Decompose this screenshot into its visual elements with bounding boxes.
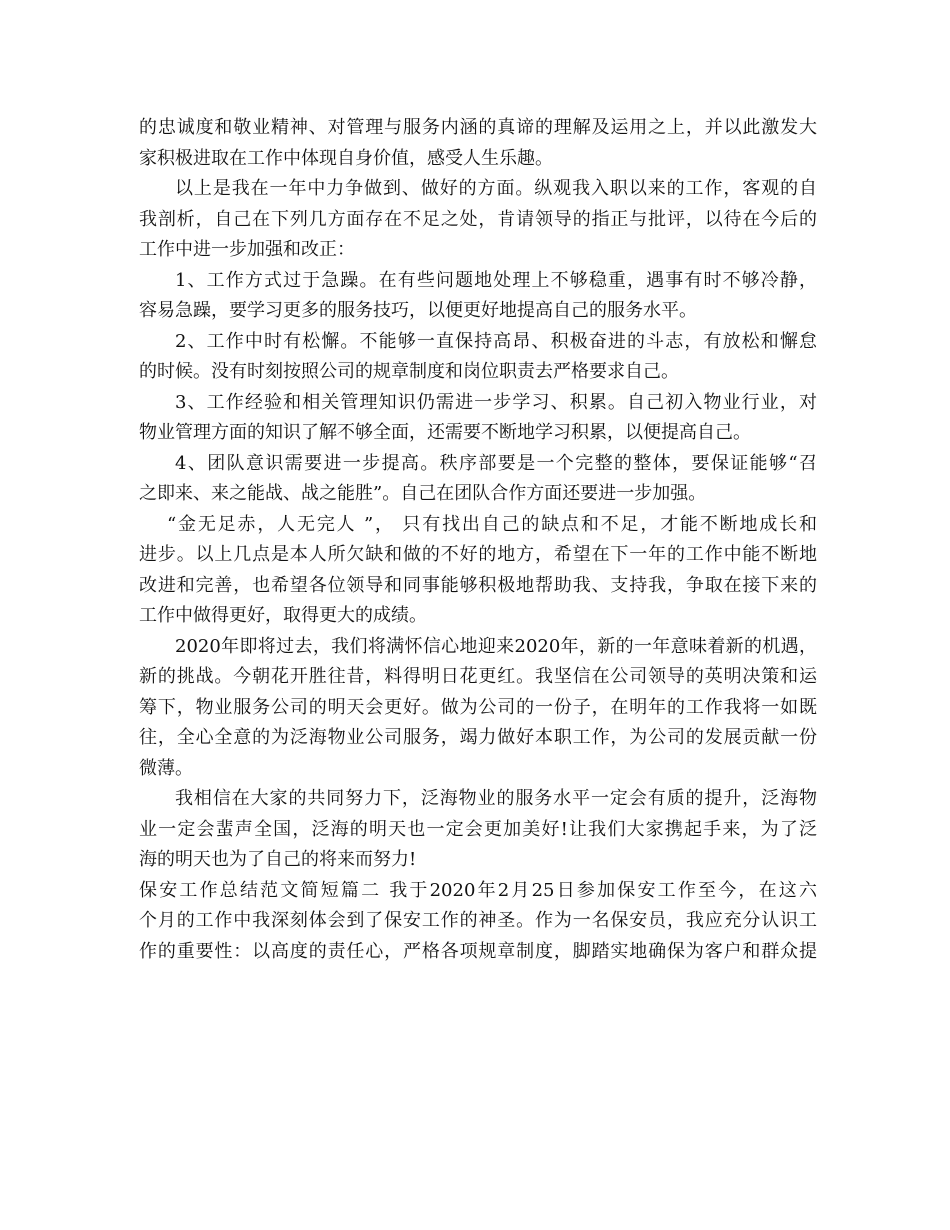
text-line: “金无足赤，人无完人 ”， 只有找出自己的缺点和不足，才能不断地成长和 [167, 513, 817, 535]
text-line: 微薄。 [139, 757, 193, 779]
text-line: 业一定会蜚声全国，泛海的明天也一定会更加美好!让我们大家携起手来，为了泛 [139, 818, 817, 840]
document-body [139, 113, 817, 967]
text-line: 工作中进一步加强和改正： [139, 239, 355, 260]
text-line: 我剖析，自己在下列几方面存在不足之处，肯请领导的指正与批评，以待在今后的 [139, 208, 817, 230]
text-line: 往，全心全意的为泛海物业公司服务，竭力做好本职工作，为公司的发展贡献一份 [139, 727, 817, 748]
text-line: 家积极进取在工作中体现自身价值，感受人生乐趣。 [139, 147, 553, 169]
text-line: 2、工作中时有松懈。不能够一直保持高昂、积极奋进的斗志，有放松和懈怠 [175, 330, 817, 352]
text-line: 之即来、来之能战、战之能胜”。自己在团队合作方面还要进一步加强。 [139, 483, 707, 504]
text-line: 的忠诚度和敬业精神、对管理与服务内涵的真谛的理解及运用之上，并以此激发大 [139, 117, 817, 138]
text-line: 工作中做得更好，取得更大的成绩。 [139, 605, 427, 626]
text-line: 4、团队意识需要进一步提高。秩序部要是一个完整的整体，要保证能够“召 [175, 452, 817, 474]
text-line: 新的挑战。今朝花开胜往昔，料得明日花更红。我坚信在公司领导的英明决策和运 [139, 666, 817, 687]
text-line: 作的重要性：以高度的责任心，严格各项规章制度，脚踏实地确保为客户和群众提 [139, 940, 817, 962]
text-line: 筹下，物业服务公司的明天会更好。做为公司的一份子，在明年的工作我将一如既 [139, 696, 817, 718]
text-line: 3、工作经验和相关管理知识仍需进一步学习、积累。自己初入物业行业，对 [175, 391, 817, 413]
text-line: 海的明天也为了自己的将来而努力! [139, 849, 417, 870]
text-line: 改进和完善，也希望各位领导和同事能够积极地帮助我、支持我，争取在接下来的 [139, 574, 817, 596]
text-line: 2020年即将过去，我们将满怀信心地迎来2020年，新的一年意味着新的机遇， [175, 635, 817, 657]
text-line: 的时候。没有时刻按照公司的规章制度和岗位职责去严格要求自己。 [139, 361, 679, 382]
text-line: 个月的工作中我深刻体会到了保安工作的神圣。作为一名保安员，我应充分认识工 [139, 910, 817, 931]
text-line: 以上是我在一年中力争做到、做好的方面。纵观我入职以来的工作，客观的自 [175, 178, 817, 199]
text-line: 保安工作总结范文简短篇二 我于2020年2月25日参加保安工作至今，在这六 [139, 879, 817, 901]
text-line: 进步。以上几点是本人所欠缺和做的不好的地方，希望在下一年的工作中能不断地 [139, 544, 817, 565]
text-line: 我相信在大家的共同努力下，泛海物业的服务水平一定会有质的提升，泛海物 [175, 788, 817, 809]
text-line: 容易急躁，要学习更多的服务技巧，以便更好地提高自己的服务水平。 [139, 300, 697, 321]
text-line: 物业管理方面的知识了解不够全面，还需要不断地学习积累，以便提高自己。 [139, 422, 751, 443]
text-line: 1、工作方式过于急躁。在有些问题地处理上不够稳重，遇事有时不够冷静， [175, 269, 817, 291]
